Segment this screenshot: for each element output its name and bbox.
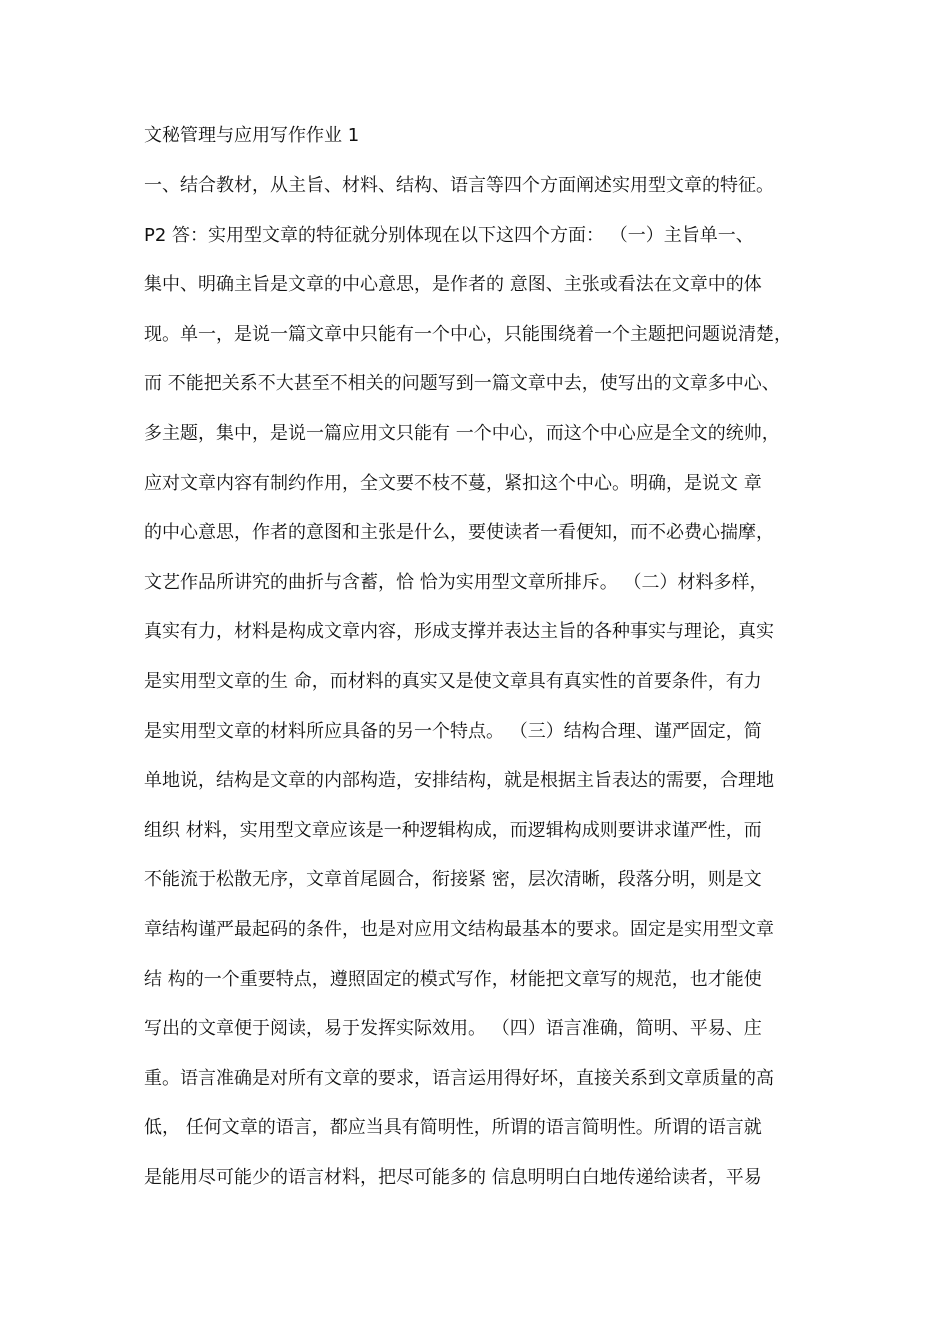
document-line: 是实用型文章的材料所应具备的另一个特点。 （三）结构合理、谨严固定，简 xyxy=(144,720,762,742)
document-line: 章结构谨严最起码的条件，也是对应用文结构最基本的要求。固定是实用型文章 xyxy=(144,918,774,940)
document-line: 应对文章内容有制约作用，全文要不枝不蔓，紧扣这个中心。明确，是说文 章 xyxy=(144,472,762,494)
document-line: 是能用尽可能少的语言材料，把尽可能多的 信息明明白白地传递给读者，平易 xyxy=(144,1166,762,1188)
document-title: 文秘管理与应用写作作业 1 xyxy=(144,125,360,146)
document-line: 低， 任何文章的语言，都应当具有简明性，所谓的语言简明性。所谓的语言就 xyxy=(144,1117,762,1139)
document-line: 现。单一，是说一篇文章中只能有一个中心，只能围绕着一个主题把问题说清楚， xyxy=(144,323,792,345)
document-line: 一、结合教材，从主旨、材料、结构、语言等四个方面阐述实用型文章的特征。 xyxy=(144,175,774,196)
document-line: 写出的文章便于阅读，易于发挥实际效用。 （四）语言准确，简明、平易、庄 xyxy=(144,1018,762,1040)
document-line: 而 不能把关系不大甚至不相关的问题写到一篇文章中去，使写出的文章多中心、 xyxy=(144,373,780,395)
document-line: 是实用型文章的生 命，而材料的真实又是使文章具有真实性的首要条件，有力 xyxy=(144,670,762,692)
document-line: 的中心意思，作者的意图和主张是什么，要使读者一看便知，而不必费心揣摩， xyxy=(144,522,774,544)
document-line: 文艺作品所讲究的曲折与含蓄，恰 恰为实用型文章所排斥。 （二）材料多样， xyxy=(144,571,768,593)
document-line: 真实有力，材料是构成文章内容，形成支撑并表达主旨的各种事实与理论，真实 xyxy=(144,621,774,643)
document-body xyxy=(144,171,824,1212)
document-line: P2 答：实用型文章的特征就分别体现在以下这四个方面： （一）主旨单一、 xyxy=(144,224,754,246)
document-line: 组织 材料，实用型文章应该是一种逻辑构成，而逻辑构成则要讲求谨严性，而 xyxy=(144,819,762,841)
document-line: 单地说，结构是文章的内部构造，安排结构，就是根据主旨表达的需要，合理地 xyxy=(144,770,774,792)
document-line: 集中、明确主旨是文章的中心意思，是作者的 意图、主张或看法在文章中的体 xyxy=(144,274,762,296)
document-line: 多主题，集中，是说一篇应用文只能有 一个中心，而这个中心应是全文的统帅， xyxy=(144,422,780,444)
document-line: 结 构的一个重要特点，遵照固定的模式写作，材能把文章写的规范，也才能使 xyxy=(144,968,762,990)
document-line: 重。语言准确是对所有文章的要求，语言运用得好坏，直接关系到文章质量的高 xyxy=(144,1067,774,1089)
document-line: 不能流于松散无序，文章首尾圆合，衔接紧 密，层次清晰，段落分明，则是文 xyxy=(144,869,762,891)
